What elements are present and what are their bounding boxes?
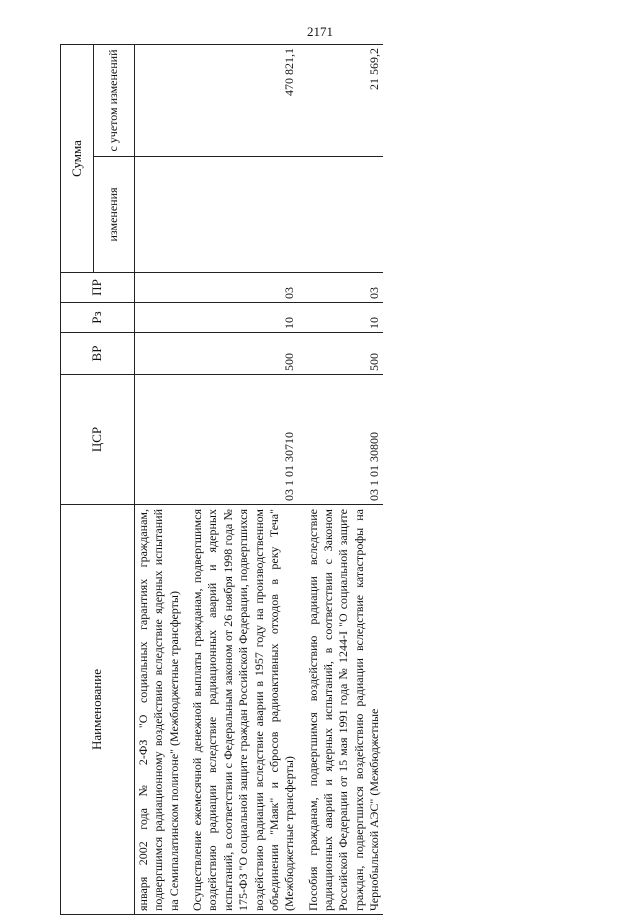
- row-name: Пособия гражданам, подвергшимся воздействию радиации вследствие радиационных аварий и ядерных испытаний, в соответствии с Законом Российской Федерации от 15 мая 1991 года № 1244-I "О социальной защите граждан, подвергшихся воздействию радиации вследствие катастрофы на Чернобыльской АЭС" (Межбюджетные: [305, 505, 384, 915]
- row-csr: 03 1 01 30800: [305, 375, 384, 505]
- row-change: [135, 157, 184, 273]
- row-csr: [135, 375, 184, 505]
- row-change: [189, 157, 299, 273]
- page-number: 2171: [307, 24, 333, 39]
- header-csr: ЦСР: [61, 375, 135, 505]
- row-pr: [135, 273, 184, 303]
- row-with-change: [135, 45, 184, 157]
- row-name: января 2002 года № 2-ФЗ "О социальных гарантиях гражданам, подвергшимся радиационному воздействию вследствие ядерных испытаний на Семипалатинском полигоне" (Межбюджетные трансферты): [135, 505, 184, 915]
- row-rz: 10: [189, 303, 299, 333]
- header-sum: Сумма: [61, 45, 94, 273]
- table-row: [305, 45, 384, 915]
- budget-table: [60, 44, 383, 915]
- row-rz: [135, 303, 184, 333]
- header-change: изменения: [94, 157, 135, 273]
- row-csr: 03 1 01 30710: [189, 375, 299, 505]
- header-pr: ПР: [61, 273, 135, 303]
- row-name: Осуществление ежемесячной денежной выплаты гражданам, подвергшимся воздействию радиации вследствие радиационных аварий и ядерных испытаний, в соответствии с Федеральным законом от 26 ноября 1998 года № 175-ФЗ "О социальной защите граждан Российской Федерации, подвергшихся воздействию радиации вследствие аварии в 1957 году на производственном объединении "Маяк" и сбросов радиоактивных отходов в реку Теча" (Межбюджетные трансферты): [189, 505, 299, 915]
- header-vr: ВР: [61, 333, 135, 375]
- table-row: [189, 45, 299, 915]
- row-vr: [135, 333, 184, 375]
- header-rz: Рз: [61, 303, 135, 333]
- row-vr: 500: [305, 333, 384, 375]
- row-with-change: 470 821,1: [189, 45, 299, 157]
- row-pr: 03: [305, 273, 384, 303]
- table-row: [135, 45, 184, 915]
- row-vr: 500: [189, 333, 299, 375]
- row-with-change: 21 569,2: [305, 45, 384, 157]
- row-change: [305, 157, 384, 273]
- row-rz: 10: [305, 303, 384, 333]
- rotated-budget-table-sheet: [60, 45, 620, 915]
- header-name: Наименование: [61, 505, 135, 915]
- header-with-change: с учетом изменений: [94, 45, 135, 157]
- row-pr: 03: [189, 273, 299, 303]
